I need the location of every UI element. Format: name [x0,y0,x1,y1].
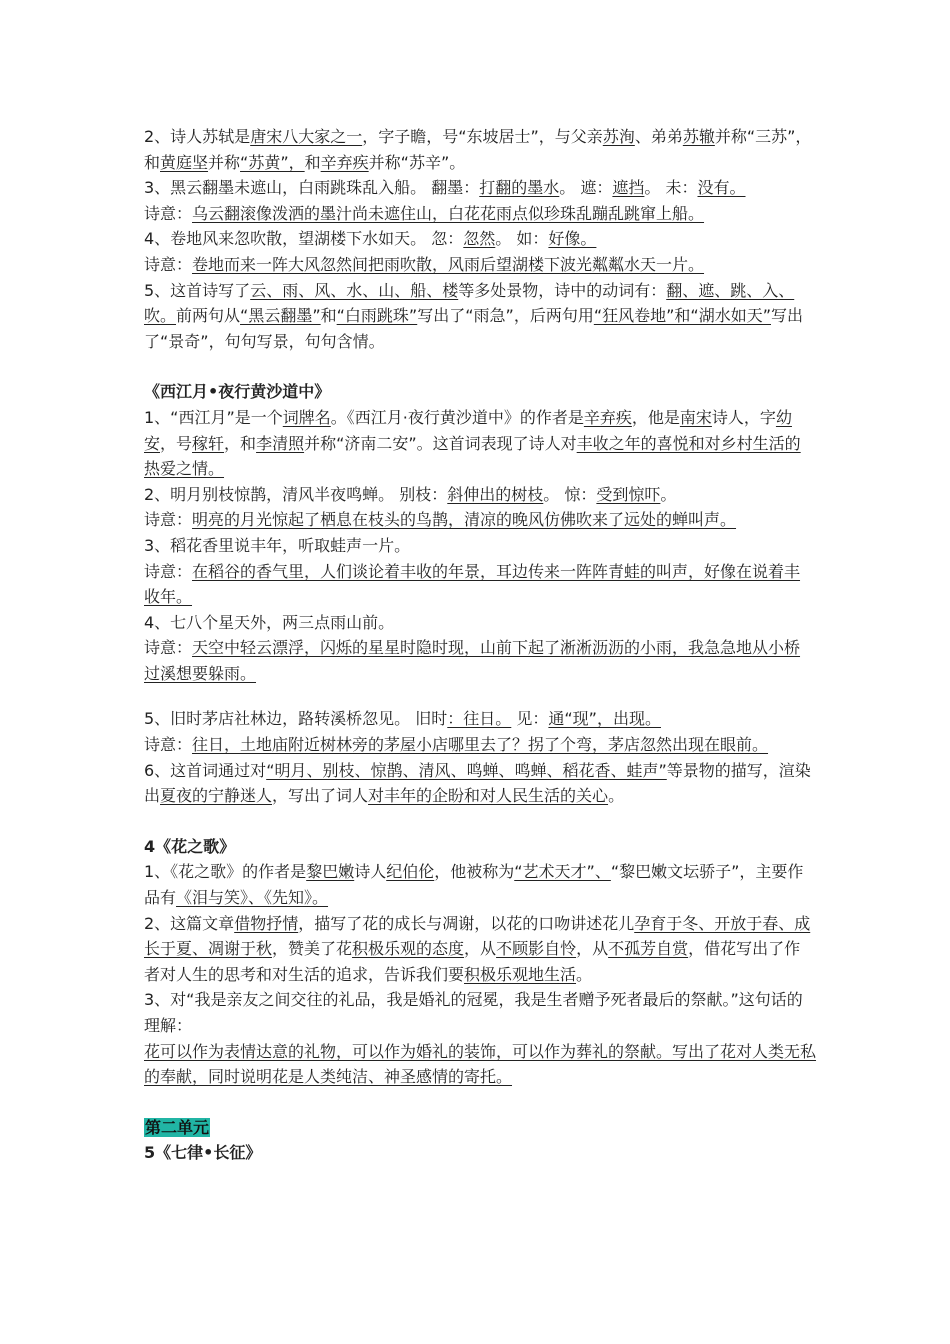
answer: 对丰年的企盼和对人民生活的关心 [368,786,609,806]
text: 和 [320,306,337,326]
text: 。 [608,786,625,806]
text: 写出了“雨急”，后两句用 [417,306,594,326]
answer: 花可以作为表情达意的礼物，可以作为婚礼的装饰，可以作为葬礼的祭献。写出了花对人类无私的奉献，同时说明花是人类纯洁、神圣感情的寄托。 [144,1041,817,1087]
paragraph-xijiangyue-2 [144,482,816,508]
paragraph-xijiangyue-2-meaning [144,507,816,533]
answer: 丰收之年的喜悦和对乡村生活的热爱之情。 [144,433,801,479]
answer: 夏夜的宁静迷人 [160,786,273,806]
paragraph-xijiangyue-5-meaning [144,732,816,758]
answer: 黎巴嫩 [306,862,355,882]
paragraph-meaning3 [144,201,816,227]
answer: 忽然 [463,229,496,249]
text: ，和 [224,433,257,453]
text: 并称 [208,152,241,172]
text: 诗意： [144,638,193,658]
text: 1、“西江月”是一个 [144,407,283,427]
text: 等多处景物，诗中的动词有： [458,280,667,300]
answer: 卷地而来一阵大风忽然间把雨吹散，风雨后望湖楼下波光粼粼水天一片。 [192,254,705,274]
text: 见： [511,709,549,729]
text: “黎巴嫩文坛骄子”，主要作品有 [144,862,804,908]
answer: 不孤芳自赏 [608,939,689,959]
answer: 词牌名 [282,407,331,427]
answer: “黑云翻墨” [240,306,321,326]
answer: 斜伸出的树枝 [447,484,544,504]
paragraph-xijiangyue-3-meaning [144,559,816,610]
answer: “苏黄”， [240,152,305,172]
spacer [144,809,816,834]
text: 诗意： [144,203,193,223]
text: 3、稻花香里说丰年，听取蛙声一片。 [144,535,411,555]
spacer [144,354,816,379]
answer: 云、雨、风、水、山、船、楼 [250,280,459,300]
text: ，从 [576,939,609,959]
paragraph-xijiangyue-6 [144,758,816,809]
text: 4、七八个星天外，两三点雨山前。 [144,612,395,632]
paragraph-su-shi [144,124,816,175]
text: 诗意： [144,254,193,274]
answer: 不顾影自怜 [496,939,577,959]
answer: 纪伯伦 [386,862,435,882]
answer: 天空中轻云漂浮，闪烁的星星时隐时现，山前下起了淅淅沥沥的小雨，我急急地从小桥过溪想要躲雨。 [144,638,801,683]
answer: 乌云翻滚像泼洒的墨汁尚未遮住山，白花花雨点似珍珠乱蹦乱跳窜上船。 [192,203,705,223]
section-title: 5《七律•长征》 [144,1143,262,1163]
answer: 明亮的月光惊起了栖息在枝头的鸟鹊，清凉的晚风仿佛吹来了远处的蝉叫声。 [192,510,737,530]
answer: 积极乐观的态度 [352,939,465,959]
text: ，他被称为 [434,862,515,882]
text: 5、这首诗写了 [144,280,251,300]
text: ，写出了词人 [272,786,369,806]
text: 诗意： [144,561,193,581]
text: ，号 [160,433,193,453]
answer: 借物抒情 [234,913,299,933]
section-title: 4《花之歌》 [144,836,236,856]
text: ，借花写出了作者对人生的思考和对生活的追求，告诉我们要 [144,939,801,984]
answer: 辛弃疾 [583,407,632,427]
text: 诗意： [144,510,193,530]
paragraph-xijiangyue-4-meaning [144,635,816,686]
text: 写出了“景奇”，句句写景，句句含情。 [144,306,804,351]
paragraph-line5 [144,278,816,355]
paragraph-meaning4 [144,252,816,278]
text: 。 未： [644,178,698,198]
text: 4、卷地风来忽吹散，望湖楼下水如天。 忽： [144,229,464,249]
answer: 受到惊吓 [596,484,661,504]
answer: 往日，土地庙附近树林旁的茅屋小店哪里去了？拐了个弯，茅店忽然出现在眼前。 [192,735,769,755]
paragraph-huazhige-3-answer [144,1039,816,1090]
text: 并称“三苏”，和 [144,127,812,172]
text: 5、旧时茅店社林边，路转溪桥忽见。 旧时 [144,709,448,729]
answer: 通“现”，出现。 [548,709,661,729]
text: 、弟弟 [634,127,683,146]
text: ，从 [464,939,497,959]
text: 6、这首词通过对 [144,760,267,780]
paragraph-xijiangyue-1 [144,405,816,482]
answer: 打翻的墨水 [479,178,560,198]
answer: 在稻谷的香气里，人们谈论着丰收的年景，耳边传来一阵阵青蛙的叫声，好像在说着丰收年。 [144,561,801,607]
text: 。《西江月·夜行黄沙道中》的作者是 [330,407,584,427]
answer: “狂风卷地”和“湖水如天” [593,306,771,326]
answer: 好像。 [548,229,597,249]
unit-heading [144,1115,816,1141]
paragraph-huazhige-1 [144,859,816,910]
text: 2、这篇文章 [144,913,235,933]
paragraph-xijiangyue-4 [144,610,816,636]
answer: 幼安 [144,407,792,453]
paragraph-xijiangyue-3 [144,533,816,559]
answer: 唐宋八大家之一 [250,127,363,146]
text: ，赞美了花 [272,939,353,959]
text: 。 [576,964,593,984]
text: 3、黑云翻墨未遮山，白雨跳珠乱入船。 翻墨： [144,178,480,198]
answer: 南宋 [679,407,712,427]
answer: 《泪与笑》、《先知》。 [176,888,329,908]
answer: 苏洵 [602,127,635,146]
paragraph-line3 [144,175,816,201]
text: 和 [304,152,321,172]
text: ，字子瞻，号“东坡居士”，与父亲 [362,127,603,146]
text: 诗人，字 [711,407,776,427]
text: 并称“济南二安”。这首词表现了诗人对 [304,433,577,453]
text: 前两句从 [176,306,241,326]
answer: 李清照 [256,433,305,453]
answer: 苏辙 [682,127,715,146]
unit-highlight: 第二单元 [145,1117,210,1137]
answer: 遮挡 [612,178,645,198]
answer: 黄庭坚 [160,152,209,172]
paragraph-huazhige-3 [144,987,816,1038]
text: 。 [660,484,677,504]
text: 1、《花之歌》的作者是 [144,862,307,882]
text: 3、对“我是亲友之间交往的礼品，我是婚礼的冠冕，我是生者赠予死者最后的祭献。”这句话的理解： [144,990,803,1035]
text: 2、明月别枝惊鹊，清风半夜鸣蝉。 别枝： [144,484,448,504]
text: 。 遮： [559,178,613,198]
answer: 稼轩 [192,433,225,453]
text: 并称“苏辛”。 [368,152,466,172]
text: 。 惊： [543,484,597,504]
text: 诗人 [354,862,387,882]
answer: 翻、遮、跳、入、吹。 [144,280,795,326]
answer: “白雨跳珠” [336,306,418,326]
text: 。 如： [495,229,549,249]
paragraph-line4 [144,226,816,252]
answer: 没有。 [697,178,746,198]
section-title: 《西江月•夜行黄沙道中》 [144,382,331,402]
answer: 积极乐观地生活 [464,964,577,984]
answer: “艺术天才”、 [514,862,611,882]
answer: 辛弃疾 [320,152,369,172]
paragraph-huazhige-2 [144,911,816,988]
spacer [144,1090,816,1115]
text: 2、诗人苏轼是 [144,127,251,146]
answer: “明月、别枝、惊鹊、清风、鸣蝉、鸣蝉、稻花香、蛙声” [266,760,667,780]
answer: 孕育于冬、开放于春、成长于夏、凋谢于秋 [144,913,811,959]
text: ，描写了花的成长与凋谢，以花的口吻讲述花儿 [298,913,635,933]
document-body [144,124,816,1166]
text: 诗意： [144,735,193,755]
text: ，他是 [631,407,680,427]
answer: ：往日。 [447,709,512,729]
paragraph-xijiangyue-5 [144,706,816,732]
text: 等景物的描写，渲染出 [144,760,811,806]
spacer [144,686,816,706]
